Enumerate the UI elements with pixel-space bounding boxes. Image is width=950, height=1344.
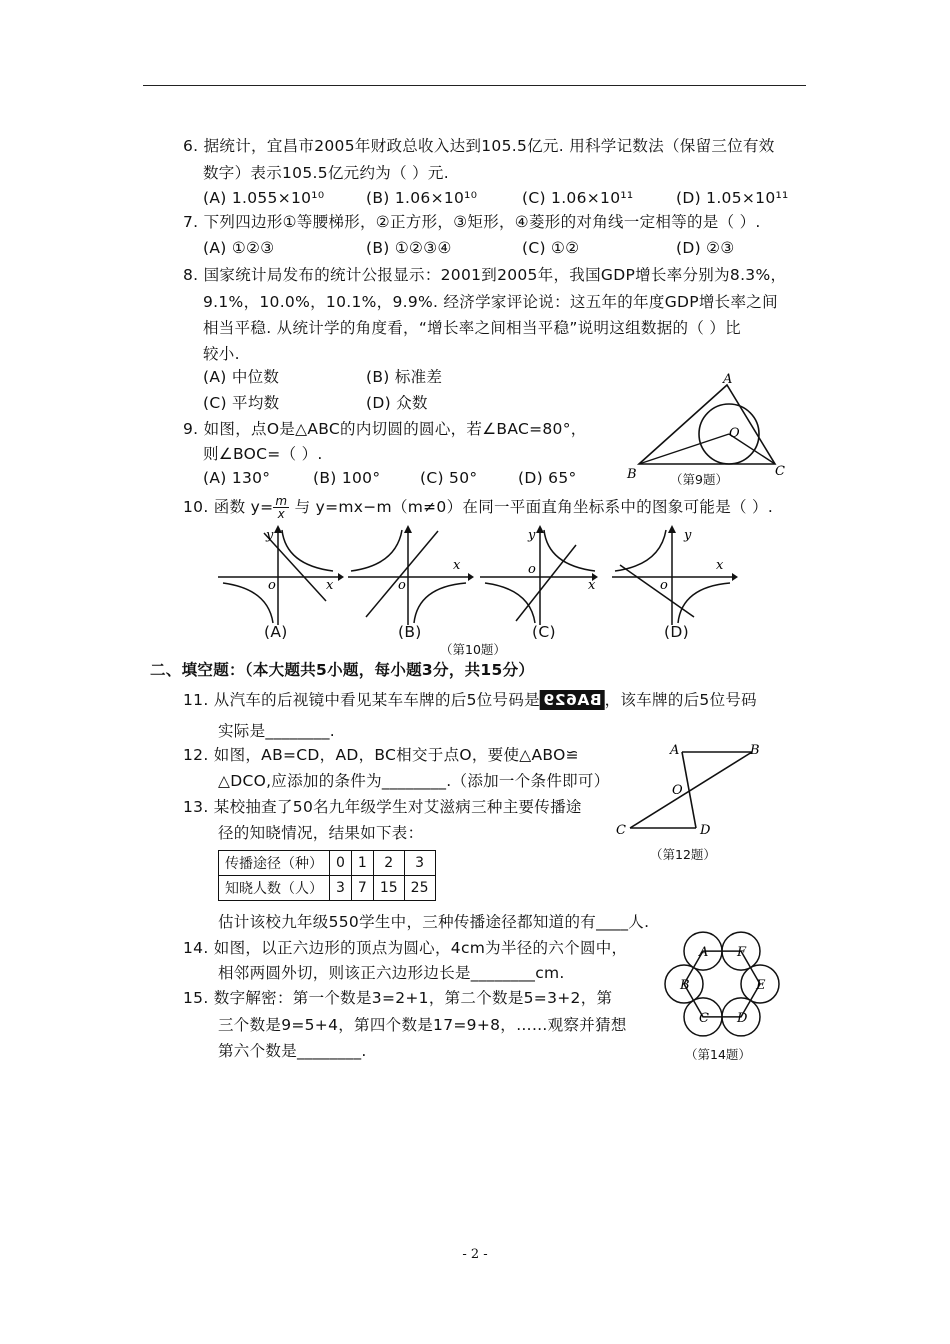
- q8-option-a: (A) 中位数: [203, 368, 280, 386]
- q14-label: B: [680, 978, 690, 993]
- q9-option-d: (D) 65°: [518, 469, 577, 487]
- q10-graph-a-x: x: [326, 578, 334, 593]
- q7-option-c: (C) ①②: [522, 239, 580, 257]
- q10-graph-label-c: (C): [532, 623, 556, 641]
- q10-fraction-den: x: [277, 507, 286, 521]
- q14-hexagon-figure: [662, 926, 782, 1044]
- q14-caption: （第14题）: [685, 1047, 751, 1062]
- q15-line1: 15. 数字解密：第一个数是3=2+1，第二个数是5=3+2，第: [183, 989, 613, 1007]
- q10-graph-c-origin: o: [528, 562, 536, 577]
- q13-line3: 估计该校九年级550学生中，三种传播途径都知道的有____人.: [218, 913, 650, 931]
- q14-label: D: [737, 1010, 748, 1026]
- q9-label-o: O: [729, 426, 740, 441]
- table-cell: 25: [404, 876, 435, 901]
- q10-graph-d-y: y: [684, 528, 692, 543]
- q8-line3: 相当平稳. 从统计学的角度看，“增长率之间相当平稳”说明这组数据的（ ）比: [203, 319, 741, 337]
- q10-graph-label-d: (D): [664, 623, 689, 641]
- table-cell: 传播途径（种）: [219, 851, 330, 876]
- q12-figure: [612, 740, 772, 840]
- q9-option-a: (A) 130°: [203, 469, 271, 487]
- q12-label-b: B: [750, 743, 760, 758]
- q10-graph-b-x: x: [453, 558, 461, 573]
- q12-label-o: O: [672, 783, 683, 798]
- q6-option-b: (B) 1.06×10¹⁰: [366, 189, 478, 207]
- q10-graph-c: [480, 525, 605, 625]
- q15-line2: 三个数是9=5+4，第四个数是17=9+8，……观察并猜想: [218, 1016, 627, 1034]
- table-cell: 3: [404, 851, 435, 876]
- q8-option-b: (B) 标准差: [366, 368, 443, 386]
- q10-graph-c-x: x: [588, 578, 596, 593]
- q14-label: C: [699, 1010, 709, 1026]
- table-cell: 知晓人数（人）: [219, 876, 330, 901]
- q8-line4: 较小.: [203, 345, 240, 363]
- q9-line1: 9. 如图，点O是△ABC的内切圆的圆心，若∠BAC=80°，: [183, 420, 587, 438]
- q6-line2: 数字）表示105.5亿元约为（ ）元.: [203, 164, 449, 182]
- q12-line1: 12. 如图，AB=CD，AD，BC相交于点O，要使△ABO≌: [183, 746, 579, 764]
- q12-label-c: C: [616, 823, 626, 838]
- q9-option-b: (B) 100°: [313, 469, 381, 487]
- table-cell: 3: [330, 876, 352, 901]
- q6-line1: 6. 据统计，宜昌市2005年财政总收入达到105.5亿元. 用科学记数法（保留三位有效: [183, 137, 775, 155]
- page-number: - 2 -: [462, 1247, 488, 1262]
- q14-label: F: [737, 945, 747, 961]
- q10-graph-label-a: (A): [264, 623, 288, 641]
- q14-line2: 相邻两圆外切，则该正六边形边长是________cm.: [218, 964, 565, 982]
- q10-graph-label-b: (B): [398, 623, 422, 641]
- q7-option-b: (B) ①②③④: [366, 239, 452, 257]
- q14-hexagon: [684, 951, 760, 1017]
- q10-graph-d-x: x: [716, 558, 724, 573]
- q6-option-d: (D) 1.05×10¹¹: [676, 189, 789, 207]
- q10-graph-d: [612, 525, 737, 625]
- q13-line2: 径的知晓情况，结果如下表：: [218, 824, 424, 842]
- q12-caption: （第12题）: [650, 847, 716, 862]
- q10-caption: （第10题）: [440, 642, 506, 657]
- q14-label: E: [756, 978, 766, 993]
- q7-line1: 7. 下列四边形①等腰梯形，②正方形，③矩形，④菱形的对角线一定相等的是（ ）.: [183, 213, 761, 231]
- q12-label-a: A: [670, 743, 680, 758]
- table-cell: 7: [351, 876, 373, 901]
- q10-suffix: 与 y=mx−m（m≠0）在同一平面直角坐标系中的图象可能是（ ）.: [289, 498, 774, 516]
- q10-graph-a-origin: o: [268, 578, 276, 593]
- q11-text-post: ，该车牌的后5位号码: [604, 691, 757, 709]
- q11-line2: 实际是________.: [218, 722, 336, 740]
- q11-line1: [183, 690, 757, 710]
- q10-prefix: 10. 函数 y=: [183, 498, 274, 516]
- q10-graph-b-origin: o: [398, 578, 406, 593]
- q10-graph-d-origin: o: [660, 578, 668, 593]
- table-row: [219, 851, 436, 876]
- q8-option-c: (C) 平均数: [203, 394, 280, 412]
- q9-caption: （第9题）: [670, 472, 728, 487]
- q9-label-b: B: [627, 467, 637, 482]
- q9-line2: 则∠BOC=（ ）.: [203, 445, 323, 463]
- table-cell: 2: [373, 851, 404, 876]
- q14-line1: 14. 如图，以正六边形的顶点为圆心，4cm为半径的六个圆中，: [183, 939, 628, 957]
- q6-option-a: (A) 1.055×10¹⁰: [203, 189, 325, 207]
- q7-option-d: (D) ②③: [676, 239, 735, 257]
- table-cell: 15: [373, 876, 404, 901]
- q11-text-pre: 11. 从汽车的后视镜中看见某车车牌的后5位号码是: [183, 691, 540, 709]
- q8-option-d: (D) 众数: [366, 394, 428, 412]
- q8-line1: 8. 国家统计局发布的统计公报显示：2001到2005年，我国GDP增长率分别为8.3%，: [183, 266, 787, 284]
- q10-graph-b: [348, 525, 473, 625]
- q10-graph-c-y: y: [528, 528, 536, 543]
- q9-label-c: C: [775, 464, 785, 479]
- q9-label-a: A: [723, 372, 733, 387]
- q10-graph-a: [218, 525, 343, 625]
- q12-label-d: D: [700, 823, 711, 838]
- q9-option-c: (C) 50°: [420, 469, 478, 487]
- q15-line3: 第六个数是________.: [218, 1042, 367, 1060]
- q7-option-a: (A) ①②③: [203, 239, 275, 257]
- q10-fraction: [273, 495, 289, 520]
- q13-table: [218, 850, 436, 901]
- section2-heading: 二、填空题：（本大题共5小题，每小题3分，共15分）: [150, 661, 535, 679]
- q14-label: A: [699, 945, 709, 961]
- q10-line: [183, 495, 773, 520]
- q6-option-c: (C) 1.06×10¹¹: [522, 189, 634, 207]
- table-row: [219, 876, 436, 901]
- q11-plate: BA629: [540, 690, 605, 710]
- table-cell: 0: [330, 851, 352, 876]
- header-rule: [143, 85, 806, 86]
- q10-graph-a-y: y: [266, 528, 274, 543]
- q12-line2: △DCO,应添加的条件为________.（添加一个条件即可）: [218, 772, 610, 790]
- table-cell: 1: [351, 851, 373, 876]
- q13-line1: 13. 某校抽查了50名九年级学生对艾滋病三种主要传播途: [183, 798, 582, 816]
- q10-fraction-num: m: [275, 494, 288, 508]
- q8-line2: 9.1%，10.0%，10.1%，9.9%. 经济学家评论说：这五年的年度GDP增长率之间: [203, 293, 778, 311]
